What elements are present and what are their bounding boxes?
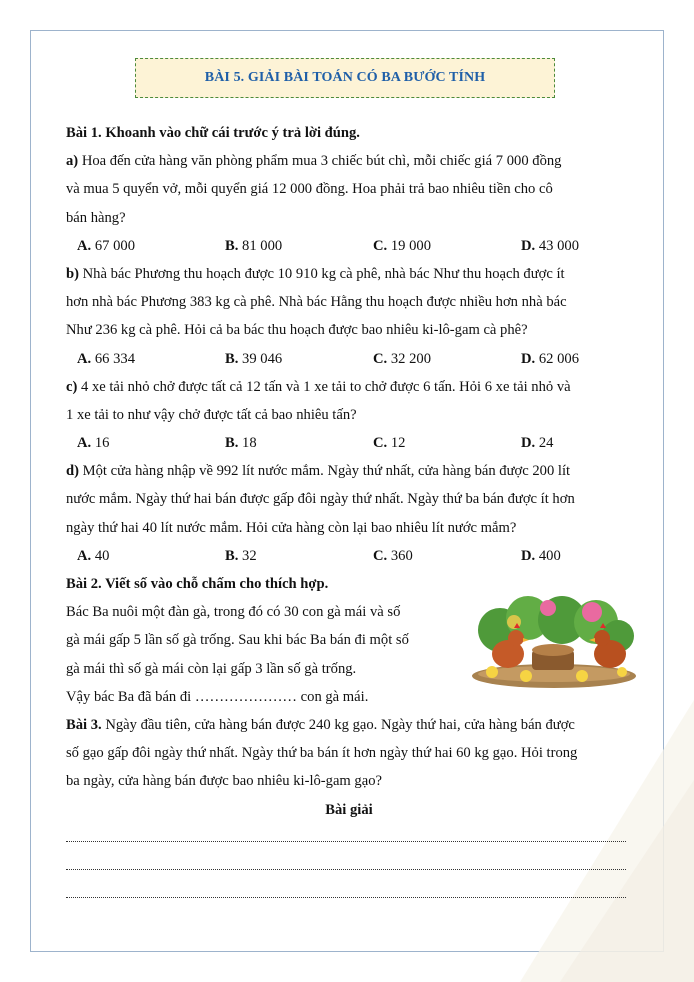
- question-a-options: [66, 232, 632, 260]
- option-value: 39 046: [238, 350, 283, 367]
- option-d[interactable]: [521, 232, 579, 260]
- bai3-label: Bài 3.: [66, 716, 102, 733]
- option-letter: C.: [373, 237, 388, 254]
- bai2-heading: Bài 2. Viết số vào chỗ chấm cho thích hợp.: [66, 576, 329, 592]
- question-a-line-3: bán hàng?: [66, 209, 126, 226]
- option-b[interactable]: [225, 542, 373, 570]
- option-letter: B.: [225, 350, 239, 367]
- question-b-line-1: [66, 260, 632, 288]
- option-value: 360: [387, 547, 413, 564]
- option-value: 12: [387, 435, 406, 452]
- option-b[interactable]: [225, 429, 373, 457]
- bai3-text: Ngày đầu tiên, cửa hàng bán được 240 kg gạo. Ngày thứ hai, cửa hàng bán được: [101, 716, 575, 733]
- bai3-line-2: số gạo gấp đôi ngày thứ nhất. Ngày thứ ba bán ít hơn ngày thứ hai 60 kg gạo. Hỏi trong: [66, 745, 578, 762]
- question-d-line-2: nước mắm. Ngày thứ hai bán được gấp đôi ngày thứ nhất. Ngày thứ ba bán được ít hơn: [66, 491, 575, 508]
- option-value: 19 000: [387, 237, 431, 254]
- question-a-line-2: và mua 5 quyển vở, mỗi quyển giá 12 000 đồng. Hoa phải trả bao nhiêu tiền cho cô: [66, 181, 553, 198]
- question-c-line-1: [66, 373, 632, 401]
- option-letter: A.: [77, 350, 92, 367]
- option-a[interactable]: [77, 542, 225, 570]
- question-label: c): [66, 378, 78, 395]
- bai2-line-2: gà mái gấp 5 lần số gà trống. Sau khi bác Ba bán đi một số: [66, 632, 409, 649]
- question-text: Một cửa hàng nhập về 992 lít nước mắm. Ngày thứ nhất, cửa hàng bán được 200 lít: [78, 463, 571, 480]
- option-a[interactable]: [77, 232, 225, 260]
- question-label: b): [66, 265, 79, 282]
- option-c[interactable]: [373, 542, 521, 570]
- question-c-options: [66, 429, 632, 457]
- option-letter: C.: [373, 547, 388, 564]
- question-a-line-1: [66, 147, 632, 175]
- option-d[interactable]: [521, 542, 561, 570]
- option-value: 40: [91, 547, 110, 564]
- lesson-title: BÀI 5. GIẢI BÀI TOÁN CÓ BA BƯỚC TÍNH: [204, 70, 486, 85]
- answer-line[interactable]: [66, 852, 632, 880]
- option-a[interactable]: [77, 345, 225, 373]
- worksheet-content: [66, 119, 632, 908]
- option-letter: D.: [521, 435, 536, 452]
- option-value: 66 334: [91, 350, 135, 367]
- chicken-farm-illustration: [470, 592, 638, 690]
- bai3-line-1: [66, 711, 632, 739]
- option-a[interactable]: [77, 429, 225, 457]
- option-b[interactable]: [225, 345, 373, 373]
- answer-line[interactable]: [66, 824, 632, 852]
- option-value: 16: [91, 435, 110, 452]
- question-d-line-3: ngày thứ hai 40 lít nước mắm. Hỏi cửa hàng còn lại bao nhiêu lít nước mắm?: [66, 519, 517, 536]
- question-text: Nhà bác Phương thu hoạch được 10 910 kg cà phê, nhà bác Như thu hoạch được ít: [78, 265, 565, 282]
- option-value: 400: [535, 547, 561, 564]
- bai2-section: [66, 570, 632, 711]
- option-letter: D.: [521, 350, 536, 367]
- answer-line[interactable]: [66, 880, 632, 908]
- option-value: 81 000: [238, 237, 283, 254]
- question-text: 4 xe tải nhỏ chở được tất cả 12 tấn và 1 xe tải to chở được 6 tấn. Hỏi 6 xe tải nhỏ và: [77, 378, 571, 395]
- question-d-options: [66, 542, 632, 570]
- question-text: Hoa đến cửa hàng văn phòng phẩm mua 3 chiếc bút chì, mỗi chiếc giá 7 000 đồng: [78, 153, 562, 170]
- option-value: 43 000: [535, 237, 579, 254]
- option-letter: A.: [77, 547, 92, 564]
- option-letter: D.: [521, 547, 536, 564]
- question-c-line-2: 1 xe tải to như vậy chở được tất cả bao nhiêu tấn?: [66, 406, 357, 423]
- question-b-line-3: Như 236 kg cà phê. Hỏi cả ba bác thu hoạch được bao nhiêu ki-lô-gam cà phê?: [66, 322, 528, 339]
- option-letter: C.: [373, 350, 388, 367]
- lesson-title-box: [135, 58, 555, 98]
- option-value: 62 006: [535, 350, 579, 367]
- option-value: 67 000: [91, 237, 135, 254]
- option-c[interactable]: [373, 232, 521, 260]
- option-d[interactable]: [521, 429, 553, 457]
- option-letter: A.: [77, 237, 92, 254]
- option-letter: D.: [521, 237, 536, 254]
- option-c[interactable]: [373, 345, 521, 373]
- question-b-line-2: hơn nhà bác Phương 383 kg cà phê. Nhà bác Hằng thu hoạch được nhiều hơn nhà bác: [66, 294, 567, 311]
- question-b-options: [66, 345, 632, 373]
- bai2-answer-line[interactable]: Vậy bác Ba đã bán đi ………………… con gà mái.: [66, 688, 369, 705]
- option-letter: C.: [373, 435, 388, 452]
- option-c[interactable]: [373, 429, 521, 457]
- bai3-line-3: ba ngày, cửa hàng bán được bao nhiêu ki-lô-gam gạo?: [66, 773, 382, 790]
- option-b[interactable]: [225, 232, 373, 260]
- option-letter: B.: [225, 547, 239, 564]
- bai1-heading: Bài 1. Khoanh vào chữ cái trước ý trả lời đúng.: [66, 125, 360, 141]
- option-d[interactable]: [521, 345, 579, 373]
- option-letter: B.: [225, 435, 239, 452]
- bai2-line-1: Bác Ba nuôi một đàn gà, trong đó có 30 con gà mái và số: [66, 604, 401, 621]
- option-value: 32 200: [387, 350, 431, 367]
- option-value: 24: [535, 435, 554, 452]
- solution-title: Bài giải: [325, 801, 373, 818]
- bai2-line-3: gà mái thì số gà mái còn lại gấp 3 lần số gà trống.: [66, 660, 357, 677]
- question-d-line-1: [66, 457, 632, 485]
- option-value: 32: [238, 547, 257, 564]
- question-label: d): [66, 463, 79, 480]
- option-letter: A.: [77, 435, 92, 452]
- option-letter: B.: [225, 237, 239, 254]
- option-value: 18: [238, 435, 257, 452]
- question-label: a): [66, 153, 79, 170]
